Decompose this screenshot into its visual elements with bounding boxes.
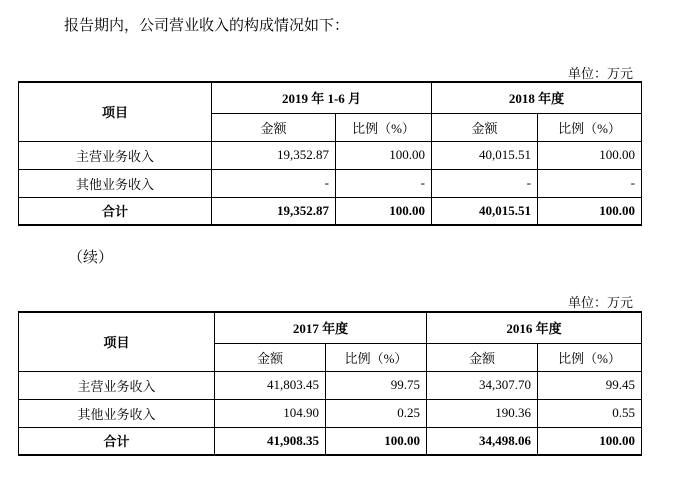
amount-cell: - <box>432 169 538 197</box>
row-label: 合计 <box>19 427 215 455</box>
amount-cell: - <box>212 169 336 197</box>
period-header: 2019 年 1-6 月 <box>212 82 432 113</box>
ratio-header: 比例（%） <box>538 113 642 141</box>
unit-label: 单位：万元 <box>567 66 633 81</box>
row-label: 主营业务收入 <box>19 141 212 169</box>
amount-cell: 34,307.70 <box>427 371 538 399</box>
amount-cell: 19,352.87 <box>212 141 336 169</box>
continued-label: （续） <box>68 250 114 266</box>
amount-header: 金额 <box>427 343 538 371</box>
ratio-cell: 100.00 <box>336 141 432 169</box>
row-label: 其他业务收入 <box>19 399 215 427</box>
item-header: 项目 <box>19 82 212 141</box>
amount-cell: 34,498.06 <box>427 427 538 455</box>
table-row <box>19 399 642 427</box>
ratio-cell: 100.00 <box>538 141 642 169</box>
row-label: 其他业务收入 <box>19 169 212 197</box>
revenue-table-2019-2018 <box>18 81 642 226</box>
ratio-cell: 99.45 <box>538 371 642 399</box>
table-header-row <box>19 82 642 113</box>
ratio-cell: 100.00 <box>336 197 432 225</box>
table-row <box>19 371 642 399</box>
period-header: 2016 年度 <box>427 312 642 343</box>
amount-header: 金额 <box>215 343 326 371</box>
amount-cell: 190.36 <box>427 399 538 427</box>
amount-cell: 41,803.45 <box>215 371 326 399</box>
ratio-cell: 100.00 <box>538 427 642 455</box>
ratio-cell: - <box>336 169 432 197</box>
ratio-header: 比例（%） <box>336 113 432 141</box>
ratio-cell: 100.00 <box>538 197 642 225</box>
amount-cell: 40,015.51 <box>432 197 538 225</box>
ratio-header: 比例（%） <box>538 343 642 371</box>
total-row <box>19 427 642 455</box>
period-header: 2017 年度 <box>215 312 427 343</box>
amount-cell: 41,908.35 <box>215 427 326 455</box>
ratio-cell: 0.25 <box>326 399 427 427</box>
ratio-cell: 0.55 <box>538 399 642 427</box>
table-row <box>19 169 642 197</box>
table-header-row <box>19 312 642 343</box>
amount-cell: 19,352.87 <box>212 197 336 225</box>
amount-header: 金额 <box>212 113 336 141</box>
table-row <box>19 141 642 169</box>
intro-paragraph: 报告期内，公司营业收入的构成情况如下： <box>64 18 350 34</box>
amount-header: 金额 <box>432 113 538 141</box>
ratio-header: 比例（%） <box>326 343 427 371</box>
amount-cell: 40,015.51 <box>432 141 538 169</box>
ratio-cell: 99.75 <box>326 371 427 399</box>
ratio-cell: - <box>538 169 642 197</box>
item-header: 项目 <box>19 312 215 371</box>
total-row <box>19 197 642 225</box>
amount-cell: 104.90 <box>215 399 326 427</box>
unit-label: 单位：万元 <box>567 295 633 310</box>
ratio-cell: 100.00 <box>326 427 427 455</box>
row-label: 主营业务收入 <box>19 371 215 399</box>
row-label: 合计 <box>19 197 212 225</box>
revenue-table-2017-2016 <box>18 311 642 456</box>
period-header: 2018 年度 <box>432 82 642 113</box>
